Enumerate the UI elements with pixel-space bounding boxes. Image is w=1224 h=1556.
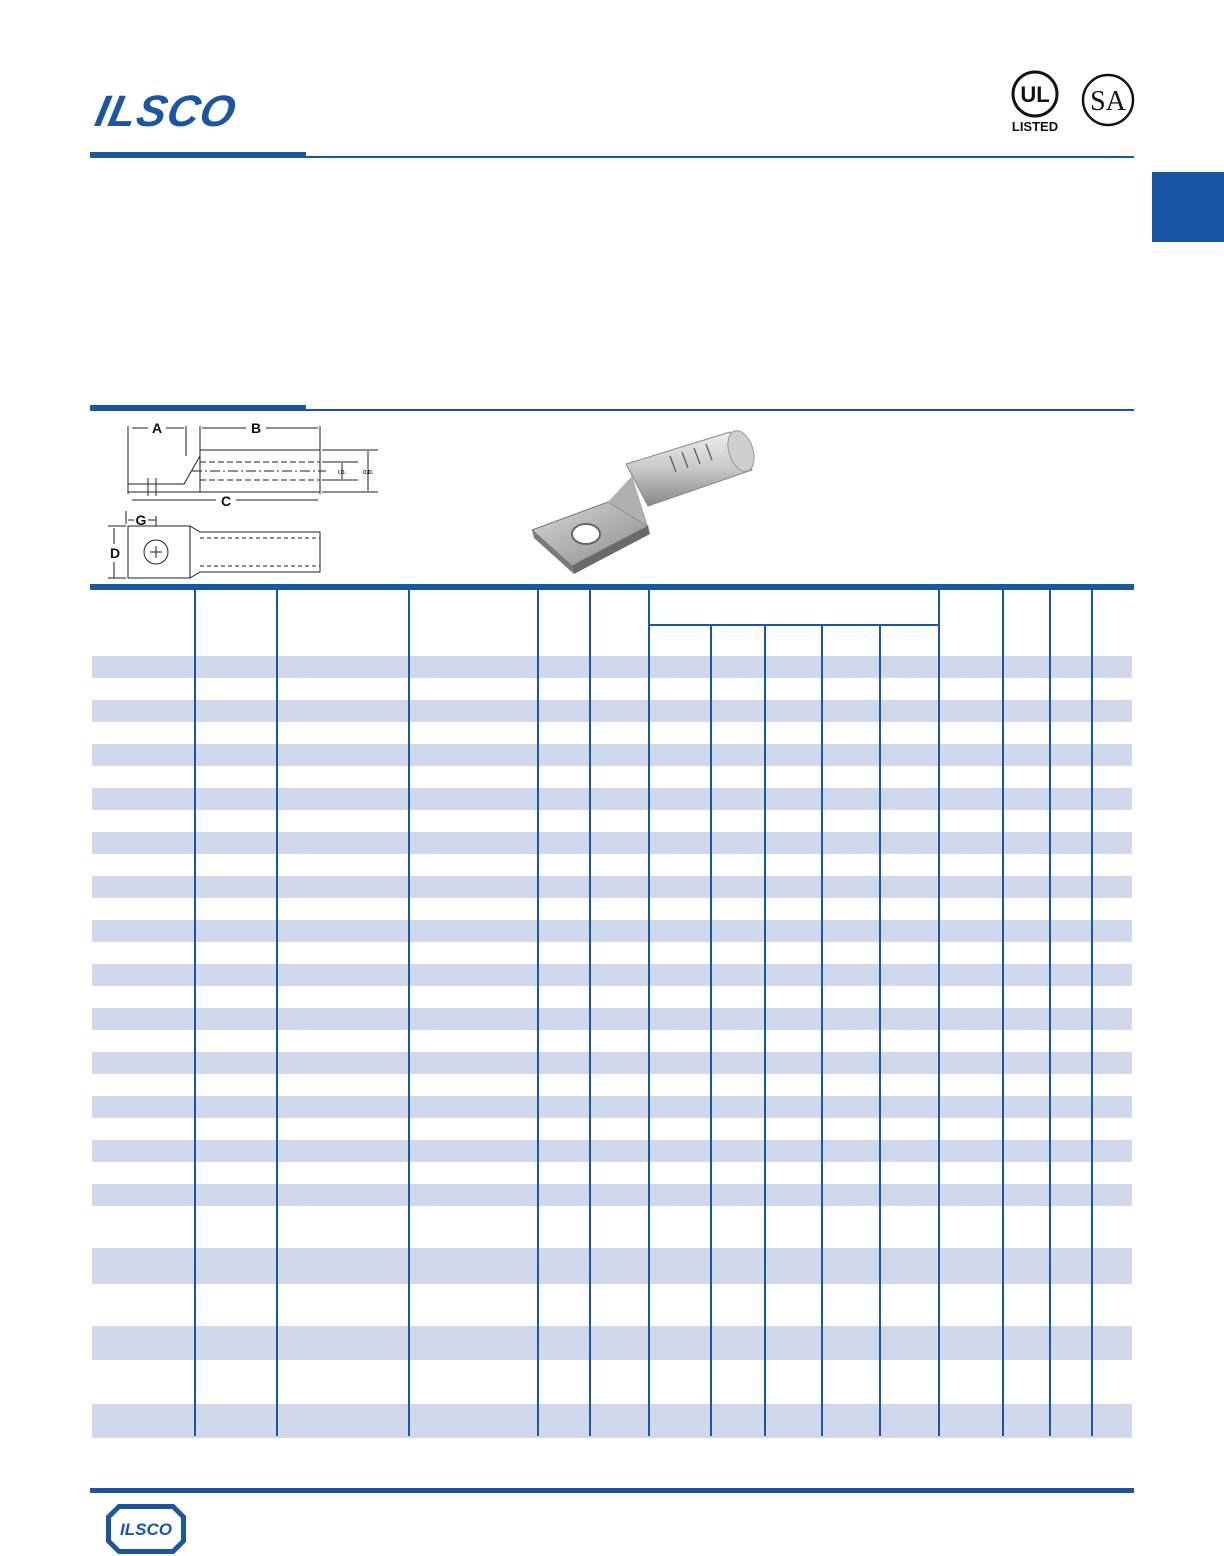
csa-letters: SA [1090, 86, 1126, 117]
dim-label-b: B [250, 420, 262, 436]
dim-label-id: I.D. [338, 470, 346, 476]
table-row [92, 1008, 1132, 1030]
table-row [92, 832, 1132, 854]
table-subheader-rule [650, 624, 940, 626]
table-row [92, 964, 1132, 986]
column-divider [648, 590, 650, 1436]
table-row [92, 1140, 1132, 1162]
ilsco-badge-icon [104, 1502, 188, 1556]
table-row [92, 1326, 1132, 1360]
column-divider [1091, 590, 1093, 1436]
column-divider [194, 590, 196, 1436]
subcolumn-divider [879, 626, 881, 1436]
csa-icon [1080, 72, 1136, 128]
ul-listed-icon [1004, 70, 1066, 134]
section-tab [1152, 172, 1224, 242]
ul-listed-label: LISTED [1011, 119, 1059, 134]
ul-letters: UL [1020, 82, 1050, 107]
column-divider [938, 590, 940, 1436]
badge-text: ILSCO [120, 1520, 172, 1539]
dim-label-d: D [109, 545, 121, 561]
lug-dimension-diagram [96, 416, 392, 588]
table-row [92, 1052, 1132, 1074]
table-row [92, 1248, 1132, 1284]
column-divider [276, 590, 278, 1436]
column-divider [1049, 590, 1051, 1436]
dim-label-od: O.D. [362, 470, 374, 476]
table-row [92, 788, 1132, 810]
ilsco-logo: ILSCO [91, 87, 242, 136]
table-row [92, 876, 1132, 898]
dim-label-a: A [151, 420, 163, 436]
footer-rule [90, 1488, 1134, 1493]
subcolumn-divider [764, 626, 766, 1436]
table-row [92, 656, 1132, 678]
column-divider [408, 590, 410, 1436]
dim-label-c: C [220, 493, 232, 509]
table-row [92, 1404, 1132, 1438]
column-divider [589, 590, 591, 1436]
subcolumn-divider [710, 626, 712, 1436]
lug-product-image [520, 418, 770, 578]
subcolumn-divider [821, 626, 823, 1436]
table-row [92, 1096, 1132, 1118]
table-row [92, 920, 1132, 942]
column-divider [537, 590, 539, 1436]
section-rule [90, 409, 1134, 411]
table-row [92, 1184, 1132, 1206]
dim-label-g: G [135, 512, 147, 528]
table-row [92, 700, 1132, 722]
spec-table [92, 590, 1132, 1436]
column-divider [1002, 590, 1004, 1436]
table-row [92, 744, 1132, 766]
header-rule [90, 156, 1134, 158]
